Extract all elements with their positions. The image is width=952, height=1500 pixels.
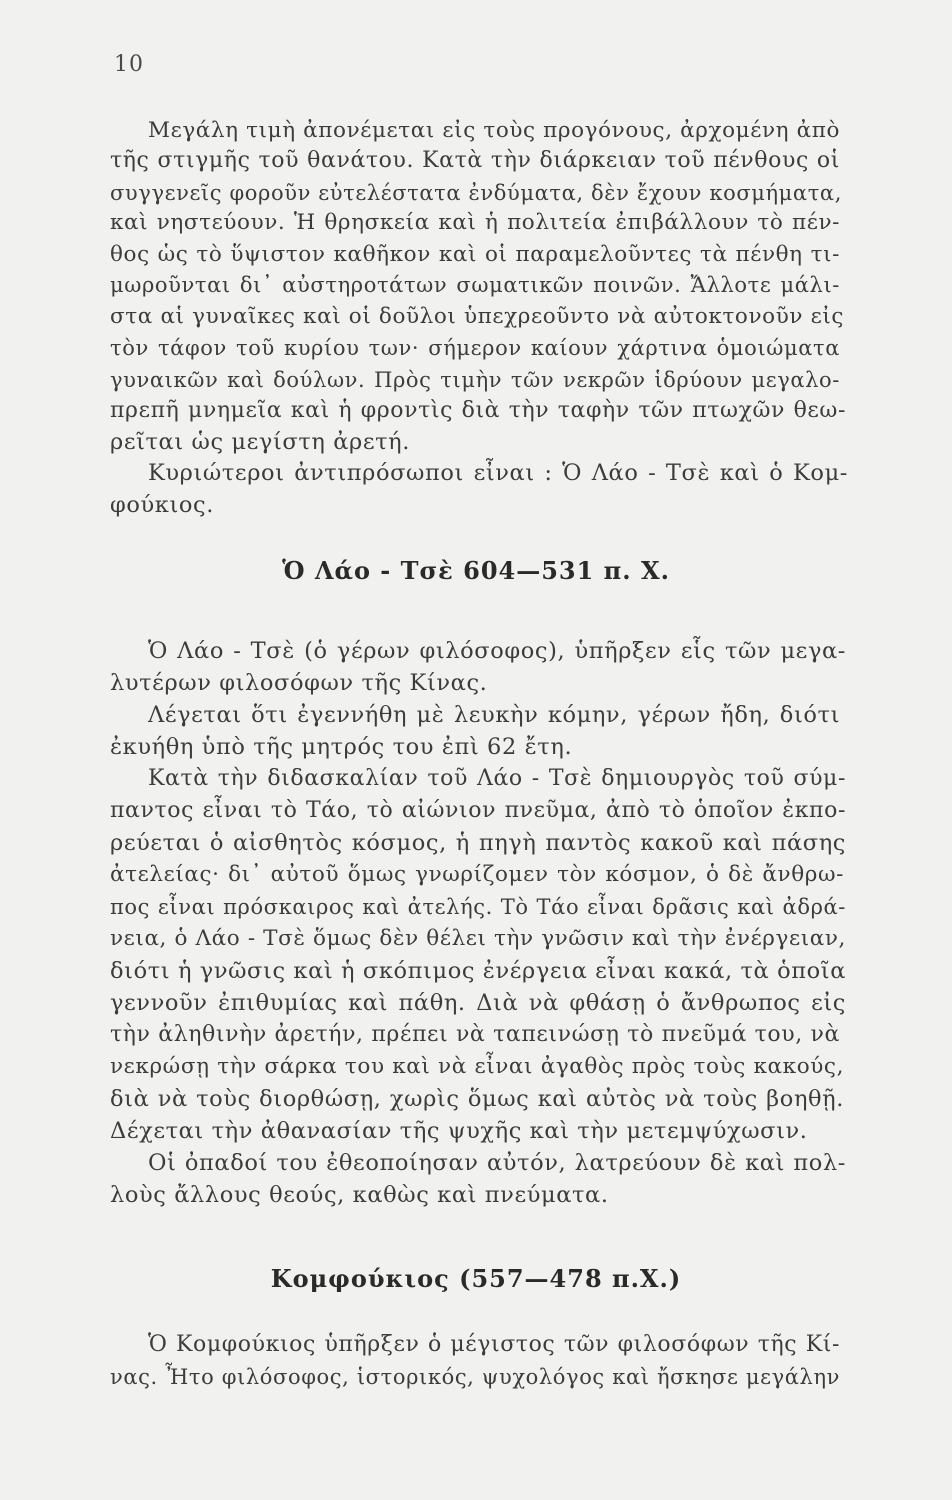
- text-line: διότι ἡ γνῶσις καὶ ἡ σκόπιμος ἐνέργεια εἶναι κακά, τὰ ὁποῖα: [110, 958, 846, 984]
- text-line: Ὁ Λάο - Τσὲ (ὁ γέρων φιλόσοφος), ὑπῆρξεν εἷς τῶν μεγα-: [148, 638, 846, 664]
- text-line: ἀτελείας· δι᾽ αὐτοῦ ὅμως γνωρίζομεν τὸν κόσμον, ὁ δὲ ἄνθρω-: [110, 862, 844, 887]
- text-line: γυναικῶν καὶ δούλων. Πρὸς τιμὴν τῶν νεκρῶν ἱδρύουν μεγαλο-: [110, 368, 840, 392]
- text-line: στα αἱ γυναῖκες καὶ οἱ δοῦλοι ὑπεχρεοῦντο νὰ αὐτοκτονοῦν εἰς: [110, 304, 844, 329]
- text-line: Ὁ Κομφούκιος ὑπῆρξεν ὁ μέγιστος τῶν φιλοσόφων τῆς Κί-: [148, 1332, 840, 1357]
- text-line: συγγενεῖς φοροῦν εὐτελέστατα ἐνδύματα, δὲν ἔχουν κοσμήματα,: [110, 181, 842, 205]
- text-line: νεκρώσῃ τὴν σάρκα του καὶ νὰ εἶναι ἀγαθὸς πρὸς τοὺς κακούς,: [110, 1054, 844, 1079]
- text-line: λυτέρων φιλοσόφων τῆς Κίνας.: [110, 670, 488, 696]
- text-line: λοὺς ἄλλους θεούς, καθὼς καὶ πνεύματα.: [110, 1182, 609, 1208]
- section-heading-confucius: Κομφούκιος (557—478 π.Χ.): [270, 1264, 682, 1293]
- text-line: πρεπῆ μνημεῖα καὶ ἡ φροντὶς διὰ τὴν ταφὴν τῶν πτωχῶν θεω-: [110, 398, 846, 423]
- text-line: νεια, ὁ Λάο - Τσὲ ὅμως δὲν θέλει τὴν γνῶσιν καὶ τὴν ἐνέργειαν,: [110, 926, 846, 951]
- text-line: παντος εἶναι τὸ Τάο, τὸ αἰώνιον πνεῦμα, ἀπὸ τὸ ὁποῖον ἐκπο-: [110, 798, 846, 823]
- text-line: ρεύεται ὁ αἰσθητὸς κόσμος, ἡ πηγὴ παντὸς κακοῦ καὶ πάσης: [110, 830, 846, 856]
- text-line: Κυριώτεροι ἀντιπρόσωποι εἶναι : Ὁ Λάο - Τσὲ καὶ ὁ Κομ-: [148, 460, 848, 486]
- text-line: πος εἶναι πρόσκαιρος καὶ ἀτελής. Τὸ Τάο εἶναι δρᾶσις καὶ ἀδρά-: [110, 895, 846, 919]
- text-line: τὸν τάφον τοῦ κυρίου των· σήμερον καίουν χάρτινα ὁμοιώματα: [110, 336, 840, 360]
- text-line: νας. Ἦτο φιλόσοφος, ἱστορικός, ψυχολόγος καὶ ἤσκησε μεγάλην: [110, 1365, 840, 1389]
- text-line: φούκιος.: [110, 492, 214, 518]
- text-line: τῆς στιγμῆς τοῦ θανάτου. Κατὰ τὴν διάρκειαν τοῦ πένθους οἱ: [110, 148, 840, 173]
- text-line: θος ὡς τὸ ὕψιστον καθῆκον καὶ οἱ παραμελοῦντες τὰ πένθη τι-: [110, 242, 840, 267]
- text-line: ἐκυήθη ὑπὸ τῆς μητρός του ἐπὶ 62 ἔτη.: [110, 734, 573, 760]
- text-line: διὰ νὰ τοὺς διορθώσῃ, χωρὶς ὅμως καὶ αὐτὸς νὰ τοὺς βοηθῇ.: [110, 1086, 844, 1112]
- page-number: 10: [114, 52, 144, 77]
- text-line: μωροῦνται δι᾽ αὐστηροτάτων σωματικῶν ποινῶν. Ἄλλοτε μάλι-: [110, 273, 840, 297]
- section-heading-lao-tse: Ὁ Λάο - Τσὲ 604—531 π. Χ.: [282, 556, 670, 585]
- text-line: Μεγάλη τιμὴ ἀπονέμεται εἰς τοὺς προγόνους, ἀρχομένη ἀπὸ: [148, 118, 840, 143]
- text-line: καὶ νηστεύουν. Ἡ θρησκεία καὶ ἡ πολιτεία ἐπιβάλλουν τὸ πέν-: [110, 210, 840, 235]
- text-line: Λέγεται ὅτι ἐγεννήθη μὲ λευκὴν κόμην, γέρων ἤδη, διότι: [148, 702, 840, 728]
- text-line: Κατὰ τὴν διδασκαλίαν τοῦ Λάο - Τσὲ δημιουργὸς τοῦ σύμ-: [148, 766, 846, 791]
- text-line: τὴν ἀληθινὴν ἀρετήν, πρέπει νὰ ταπεινώσῃ τὸ πνεῦμά του, νὰ: [110, 1022, 840, 1047]
- text-line: ρεῖται ὡς μεγίστη ἀρετή.: [110, 429, 410, 455]
- text-line: γεννοῦν ἐπιθυμίας καὶ πάθη. Διὰ νὰ φθάσῃ ὁ ἄνθρωπος εἰς: [110, 990, 846, 1016]
- text-line: Δέχεται τὴν ἀθανασίαν τῆς ψυχῆς καὶ τὴν μετεμψύχωσιν.: [110, 1118, 808, 1144]
- text-line: Οἱ ὀπαδοί του ἐθεοποίησαν αὐτόν, λατρεύουν δὲ καὶ πολ-: [148, 1150, 846, 1176]
